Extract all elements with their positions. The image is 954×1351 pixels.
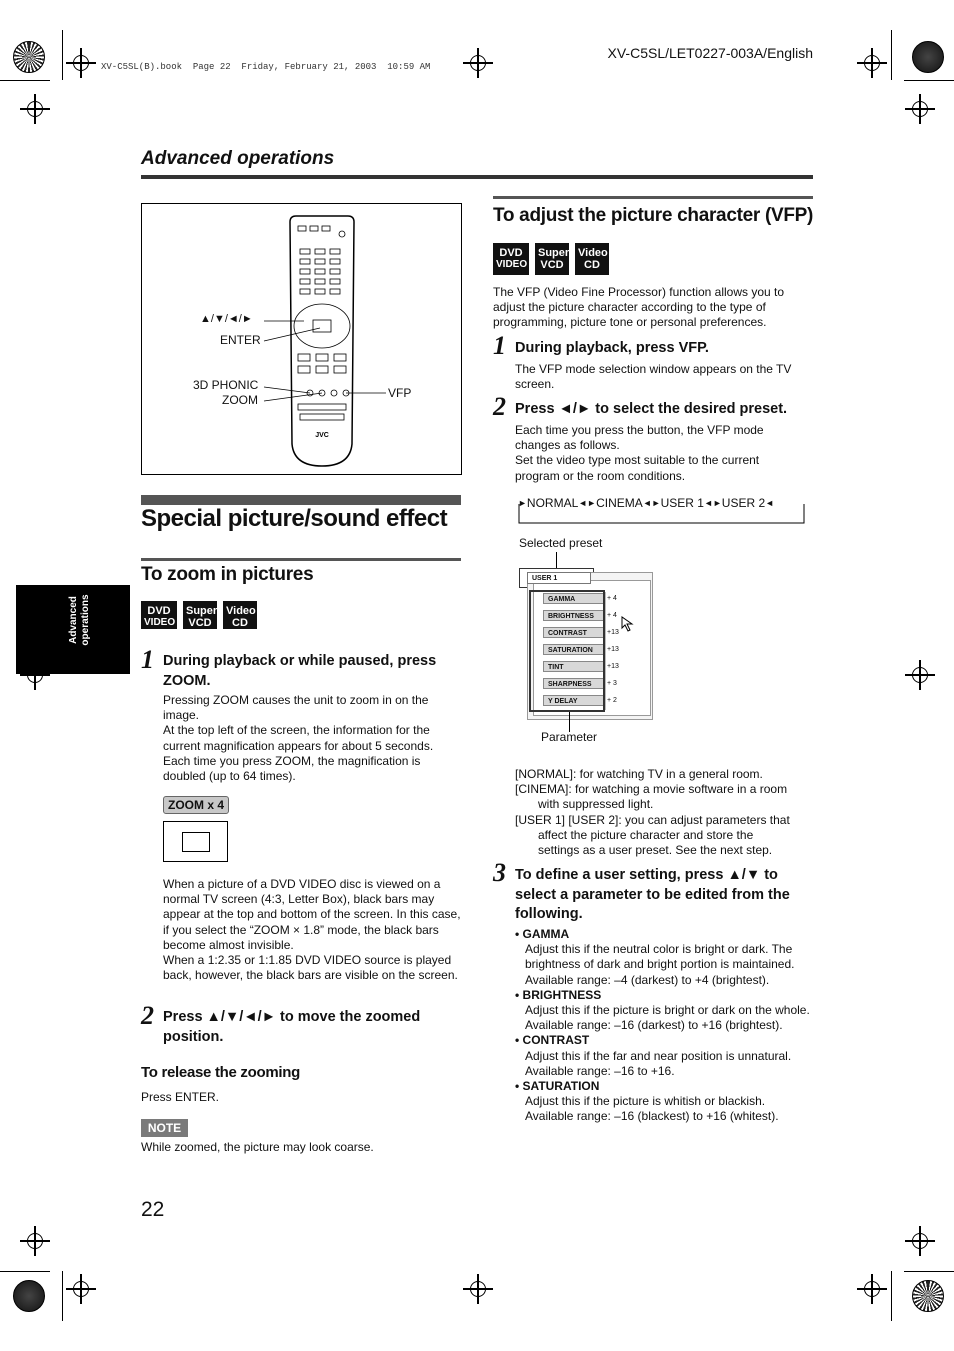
color-target-icon bbox=[912, 1280, 944, 1312]
zoom-area-icon bbox=[182, 832, 210, 852]
osd-value-brightness: + 4 bbox=[607, 612, 617, 619]
zoom-screen-frame bbox=[163, 821, 228, 862]
osd-param-contrast: CONTRAST bbox=[543, 627, 605, 638]
color-target-icon bbox=[13, 1280, 45, 1312]
video-cd-badge: Video CD bbox=[575, 243, 609, 275]
preset-descriptions: [NORMAL]: for watching TV in a general room. [CINEMA]: for watching a movie software in a room with suppressed light. [USER 1] [USER 2]: you can adjust parameters that affect the picture character and store the settings as a user preset. See the next step. bbox=[515, 767, 790, 858]
page-number: 22 bbox=[141, 1198, 165, 1221]
zoom-indicator-badge: ZOOM x 4 bbox=[163, 796, 229, 814]
vfp-step3-number: 3 bbox=[493, 858, 506, 887]
cycle-user2: USER 2 bbox=[721, 496, 766, 510]
vfp-title: To adjust the picture character (VFP) bbox=[493, 205, 814, 226]
osd-value-sharpness: + 3 bbox=[607, 680, 617, 687]
color-target-icon bbox=[13, 41, 45, 73]
vfp-disc-badges bbox=[493, 243, 609, 275]
remote-label-vfp: VFP bbox=[388, 386, 412, 400]
osd-param-tint: TINT bbox=[543, 661, 605, 672]
parameter-leader bbox=[569, 712, 570, 732]
video-cd-badge: Video CD bbox=[223, 601, 257, 629]
registration-mark-icon bbox=[73, 55, 89, 71]
remote-illustration bbox=[141, 203, 462, 475]
model-code: XV-C5SL/LET0227-003A/English bbox=[607, 45, 813, 61]
osd-value-contrast: +13 bbox=[607, 629, 619, 636]
osd-value-ydelay: + 2 bbox=[607, 697, 617, 704]
main-title: Special picture/sound effect bbox=[141, 505, 448, 532]
release-body: Press ENTER. bbox=[141, 1090, 220, 1104]
registration-mark-icon bbox=[470, 1281, 486, 1297]
osd-value-saturation: +13 bbox=[607, 646, 619, 653]
registration-mark-icon bbox=[27, 1233, 43, 1249]
selected-preset-label: Selected preset bbox=[519, 536, 603, 550]
registration-mark-icon bbox=[27, 101, 43, 117]
section-rule bbox=[141, 175, 813, 179]
color-target-icon bbox=[912, 41, 944, 73]
zoom-step2-number: 2 bbox=[141, 1001, 154, 1030]
super-vcd-badge: Super VCD bbox=[535, 243, 569, 275]
registration-mark-icon bbox=[912, 1233, 928, 1249]
book-info: XV-C5SL(B).book Page 22 Friday, February 21, 2003 10:59 AM bbox=[101, 62, 431, 72]
registration-mark-icon bbox=[470, 55, 486, 71]
registration-mark-icon bbox=[864, 1281, 880, 1297]
zoom-step1-body: Pressing ZOOM causes the unit to zoom in on the image. At the top left of the screen, the information for the current magnification appears for about 5 seconds. Each time you press ZOOM, the magnification is doubled (up to 64 times). bbox=[163, 693, 434, 784]
zoom-step1-title: During playback or while paused, press ZOOM. bbox=[163, 653, 437, 689]
param-contrast-name: • CONTRAST bbox=[515, 1033, 590, 1048]
vfp-osd-window bbox=[519, 568, 653, 720]
side-tab bbox=[16, 585, 130, 674]
section-title: Advanced operations bbox=[141, 148, 335, 169]
vfp-step1-number: 1 bbox=[493, 331, 506, 360]
vfp-step3-title: To define a user setting, press ▲/▼ to select a parameter to be edited from the following. bbox=[515, 867, 790, 922]
osd-value-gamma: + 4 bbox=[607, 595, 617, 602]
remote-label-arrows: ▲/▼/◄/► bbox=[200, 313, 253, 325]
osd-param-gamma: GAMMA bbox=[543, 593, 605, 604]
remote-label-3d: 3D PHONIC bbox=[193, 378, 259, 392]
dvd-video-badge: DVD VIDEO bbox=[141, 601, 177, 629]
super-vcd-badge: Super VCD bbox=[183, 601, 217, 629]
registration-mark-icon bbox=[73, 1281, 89, 1297]
cycle-cinema: CINEMA bbox=[596, 496, 643, 510]
registration-mark-icon bbox=[864, 55, 880, 71]
vfp-title-rule bbox=[493, 196, 813, 199]
cursor-pointer-icon bbox=[621, 616, 635, 632]
selected-preset-leader bbox=[556, 552, 557, 568]
osd-value-tint: +13 bbox=[607, 663, 619, 670]
preset-cycle-diagram: ► NORMAL ◄► CINEMA ◄► USER 1 ◄► USER 2 ◄ bbox=[518, 496, 806, 524]
zoom-step1-number: 1 bbox=[141, 645, 154, 674]
main-title-rule bbox=[141, 495, 461, 505]
zoom-note: When a picture of a DVD VIDEO disc is viewed on a normal TV screen (4:3, Letter Box), black bars may appear at the top and bottom of the screen. In this case, if you select the “ZOOM × 1.8” mode, the black bars become almost invisible. When a 1:2.35 or 1:1.85 DVD VIDEO source is played back, however, the black bars are visible on the screen. bbox=[163, 877, 461, 983]
osd-param-saturation: SATURATION bbox=[543, 644, 605, 655]
remote-brand: JVC bbox=[315, 432, 329, 439]
remote-label-enter: ENTER bbox=[220, 333, 261, 347]
param-gamma-name: • GAMMA bbox=[515, 927, 570, 941]
vfp-step1-body: The VFP mode selection window appears on the TV screen. bbox=[515, 362, 792, 392]
vfp-step2-title: Press ◄/► to select the desired preset. bbox=[515, 401, 788, 417]
remote-label-zoom: ZOOM bbox=[222, 393, 258, 407]
parameter-label: Parameter bbox=[541, 730, 598, 744]
parameter-list: • GAMMA Adjust this if the neutral color is bright or dark. The brightness of dark and bright portion is maintained. Available range: –4 (darkest) to +4 (brightest). • BRIGHTNESS Adjust this if the picture is bright or dark on the whole. Available range: –16 (darkest) to +16 (brightest). • CONTRAST Adjust this if the far and near position is unnatural. Available range: –16 to +16. • SATURATION Adjust this if the picture is whitish or blackish. Available range: –16 (blackest) to +16 (whitest). bbox=[515, 927, 815, 1125]
registration-mark-icon bbox=[912, 667, 928, 683]
dvd-video-badge: DVD VIDEO bbox=[493, 243, 529, 275]
osd-user-label: USER 1 bbox=[527, 572, 591, 584]
zoom-title: To zoom in pictures bbox=[141, 564, 314, 585]
osd-param-ydelay: Y DELAY bbox=[543, 695, 605, 706]
vfp-step1-title: During playback, press VFP. bbox=[515, 340, 709, 356]
zoom-title-rule bbox=[141, 558, 461, 561]
side-tab-label: Advanced operations bbox=[68, 594, 91, 646]
param-saturation-name: • SATURATION bbox=[515, 1079, 600, 1094]
param-brightness-name: • BRIGHTNESS bbox=[515, 987, 602, 1002]
vfp-step2-number: 2 bbox=[493, 392, 506, 421]
remote-control-icon bbox=[142, 204, 463, 476]
zoom-disc-badges bbox=[141, 601, 257, 629]
osd-param-brightness: BRIGHTNESS bbox=[543, 610, 605, 621]
zoom-step2-title: Press ▲/▼/◄/► to move the zoomed position. bbox=[163, 1009, 421, 1045]
cycle-normal: NORMAL bbox=[526, 496, 579, 510]
osd-param-sharpness: SHARPNESS bbox=[543, 678, 605, 689]
note-body: While zoomed, the picture may look coarse. bbox=[141, 1140, 374, 1154]
vfp-step2-body: Each time you press the button, the VFP mode changes as follows. Set the video type most suitable to the current program or the room conditions. bbox=[515, 423, 764, 483]
release-title: To release the zooming bbox=[141, 1064, 300, 1081]
registration-mark-icon bbox=[912, 101, 928, 117]
cycle-user1: USER 1 bbox=[660, 496, 704, 510]
note-label: NOTE bbox=[141, 1119, 188, 1137]
vfp-intro: The VFP (Video Fine Processor) function allows you to adjust the picture character according to the type of programming, picture tone or personal preferences. bbox=[493, 285, 785, 330]
